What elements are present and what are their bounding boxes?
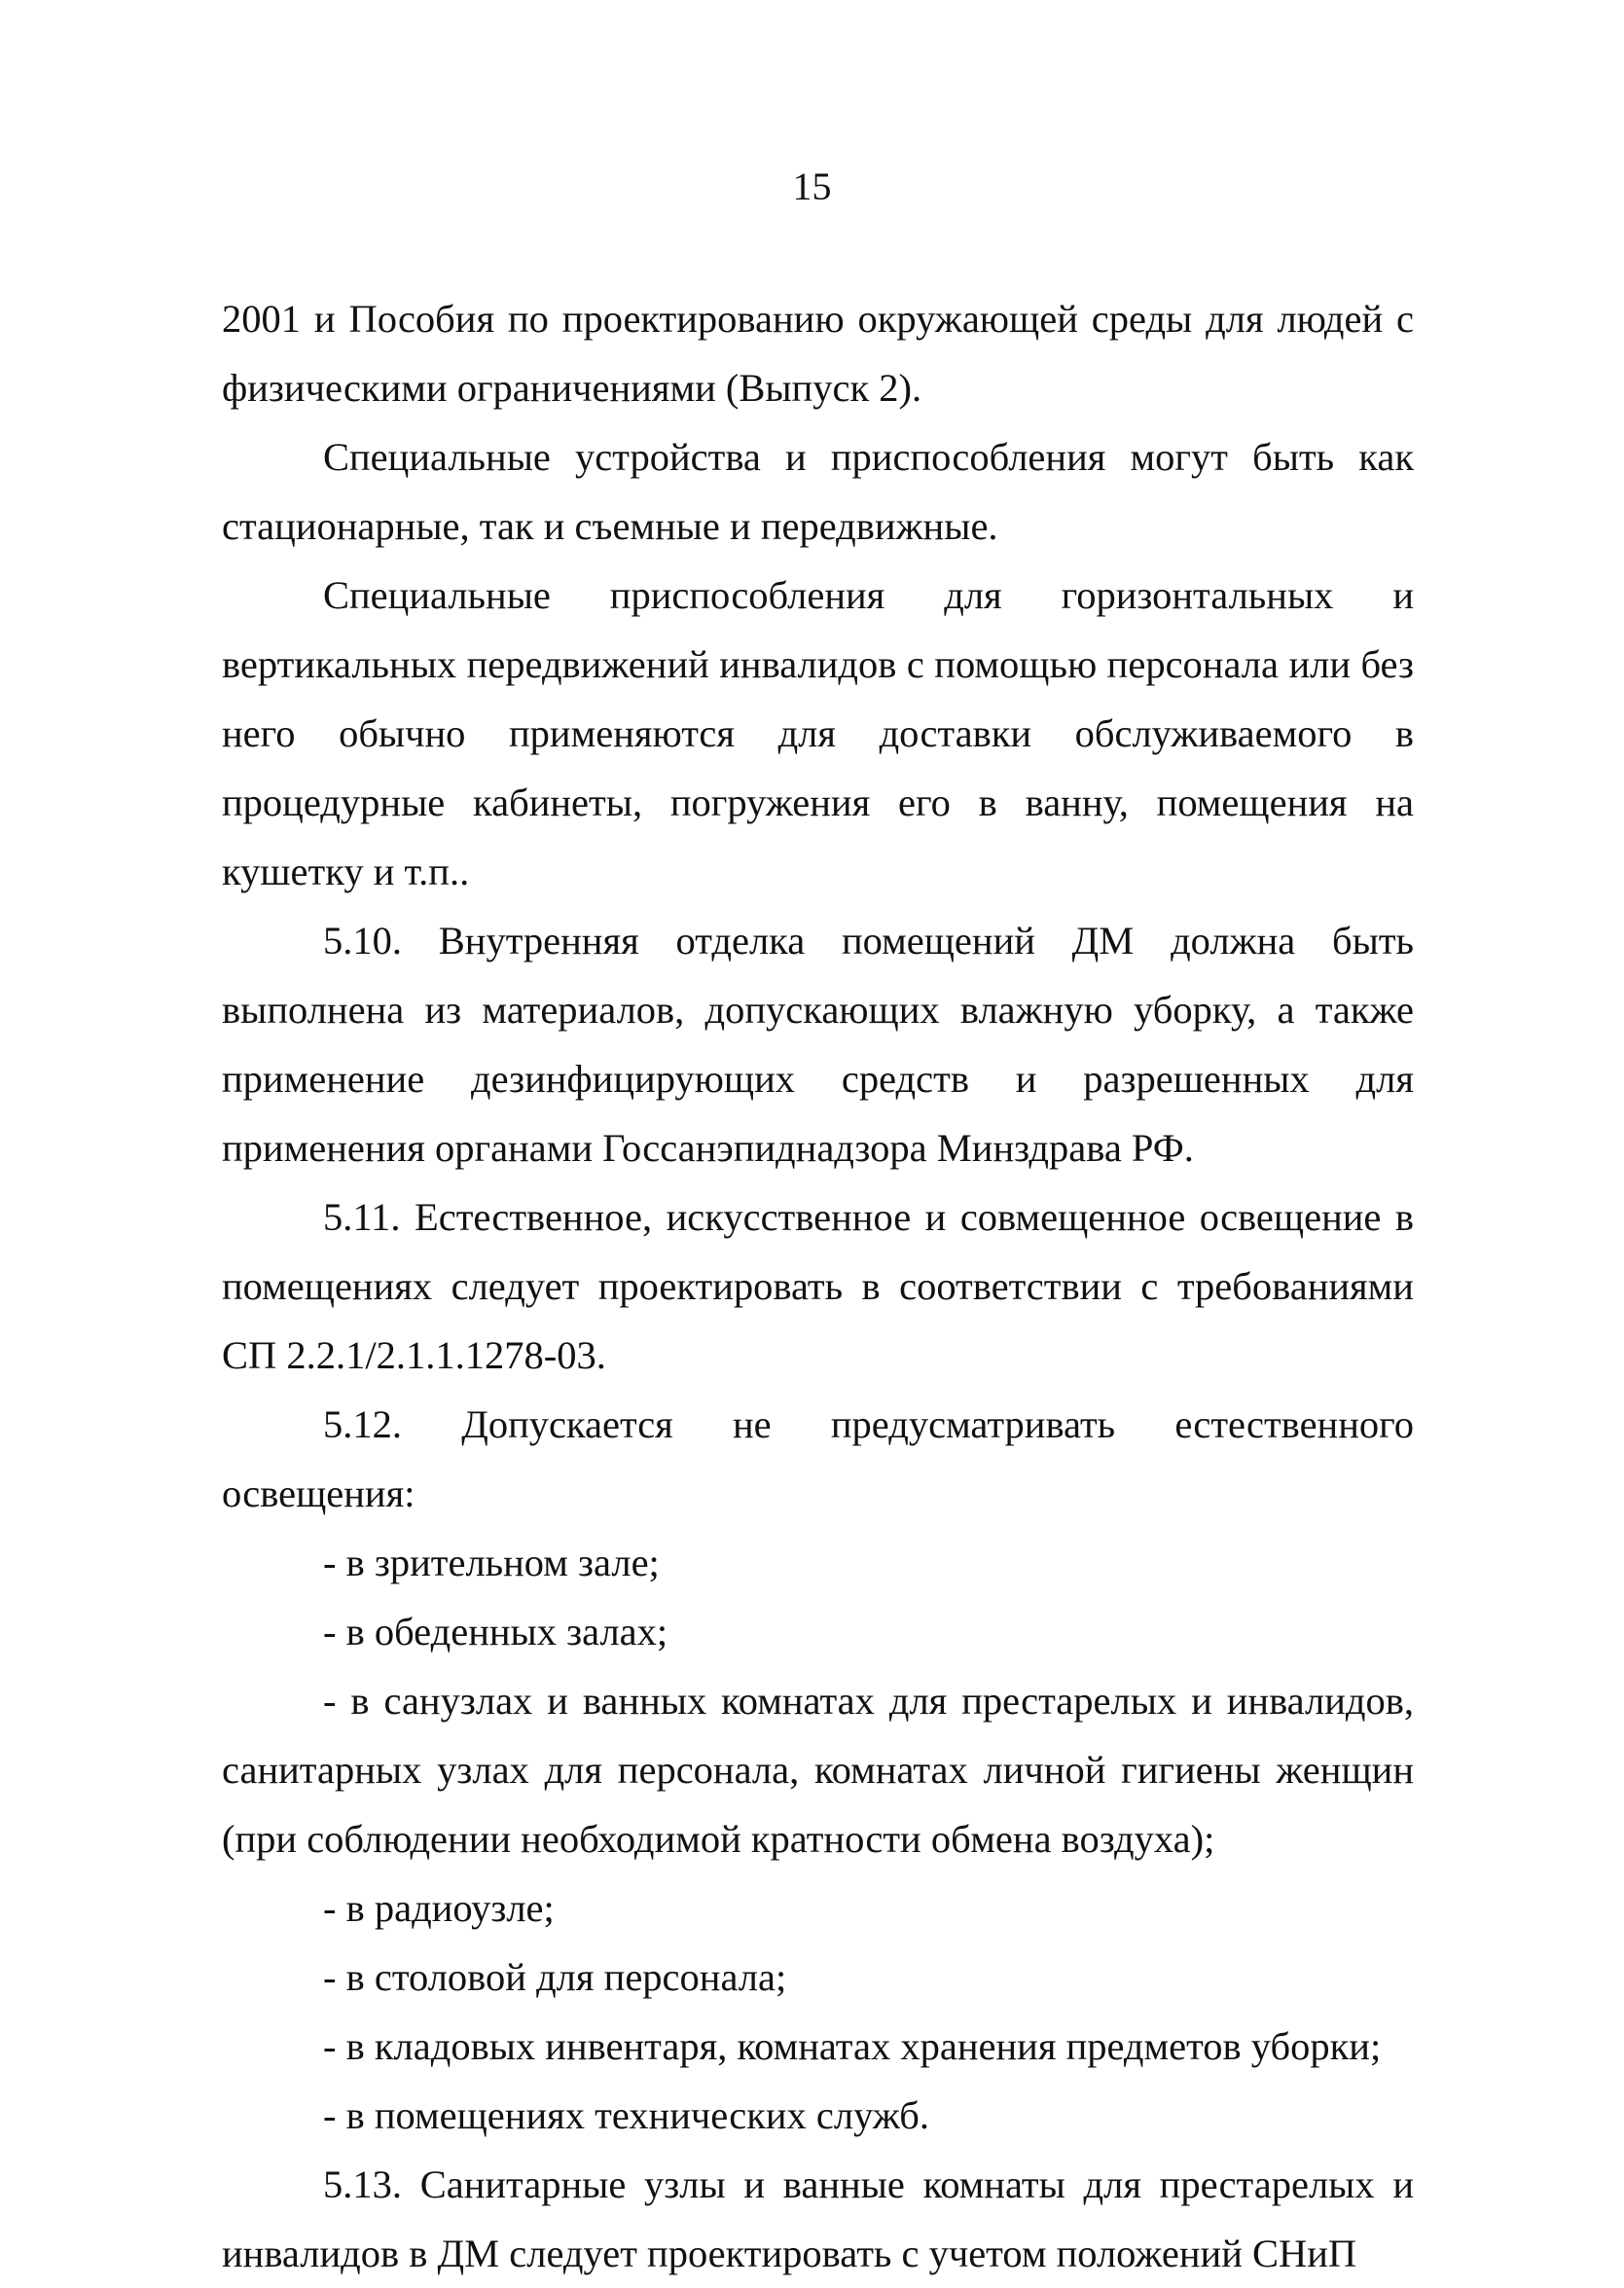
paragraph-movement-devices: Специальные приспособления для горизонтальных и вертикальных передвижений инвалидов с помощью персонала или без него обычно применяются для доставки обслуживаемого в процедурные кабинеты, погружения его в ванну, помещения на кушетку и т.п.. <box>222 573 1414 893</box>
list-item: - в зрительном зале; <box>323 1541 660 1584</box>
paragraph-special-devices: Специальные устройства и приспособления могут быть как стационарные, так и съемные и передвижные. <box>222 435 1414 548</box>
list-item: - в столовой для персонала; <box>323 1955 787 1999</box>
list-item: - в кладовых инвентаря, комнатах хранения предметов уборки; <box>323 2024 1382 2068</box>
paragraph-continuation: 2001 и Пособия по проектированию окружающей среды для людей с физическими ограничениями (Выпуск 2). <box>222 297 1414 410</box>
paragraph-5-12: 5.12. Допускается не предусматривать естественного освещения: <box>222 1402 1414 1515</box>
list-item: - в санузлах и ванных комнатах для престарелых и инвалидов, санитарных узлах для персонала, комнатах личной гигиены женщин (при соблюдении необходимой кратности обмена воздуха); <box>222 1679 1414 1861</box>
list-item: - в радиоузле; <box>323 1886 555 1930</box>
list-item: - в помещениях технических служб. <box>323 2093 930 2137</box>
page-number: 15 <box>792 164 832 208</box>
paragraph-5-11: 5.11. Естественное, искусственное и совмещенное освещение в помещениях следует проектировать в соответствии с требованиями СП 2.2.1/2.1.1.1278-03. <box>222 1195 1414 1377</box>
list-item: - в обеденных залах; <box>323 1610 668 1653</box>
paragraph-5-13: 5.13. Санитарные узлы и ванные комнаты для престарелых и инвалидов в ДМ следует проектировать с учетом положений СНиП <box>222 2162 1414 2275</box>
paragraph-5-10: 5.10. Внутренняя отделка помещений ДМ должна быть выполнена из материалов, допускающих влажную уборку, а также применение дезинфицирующих средств и разрешенных для применения органами Госсанэпиднадзора Минздрава РФ. <box>222 919 1414 1170</box>
body-text <box>222 284 1414 2288</box>
